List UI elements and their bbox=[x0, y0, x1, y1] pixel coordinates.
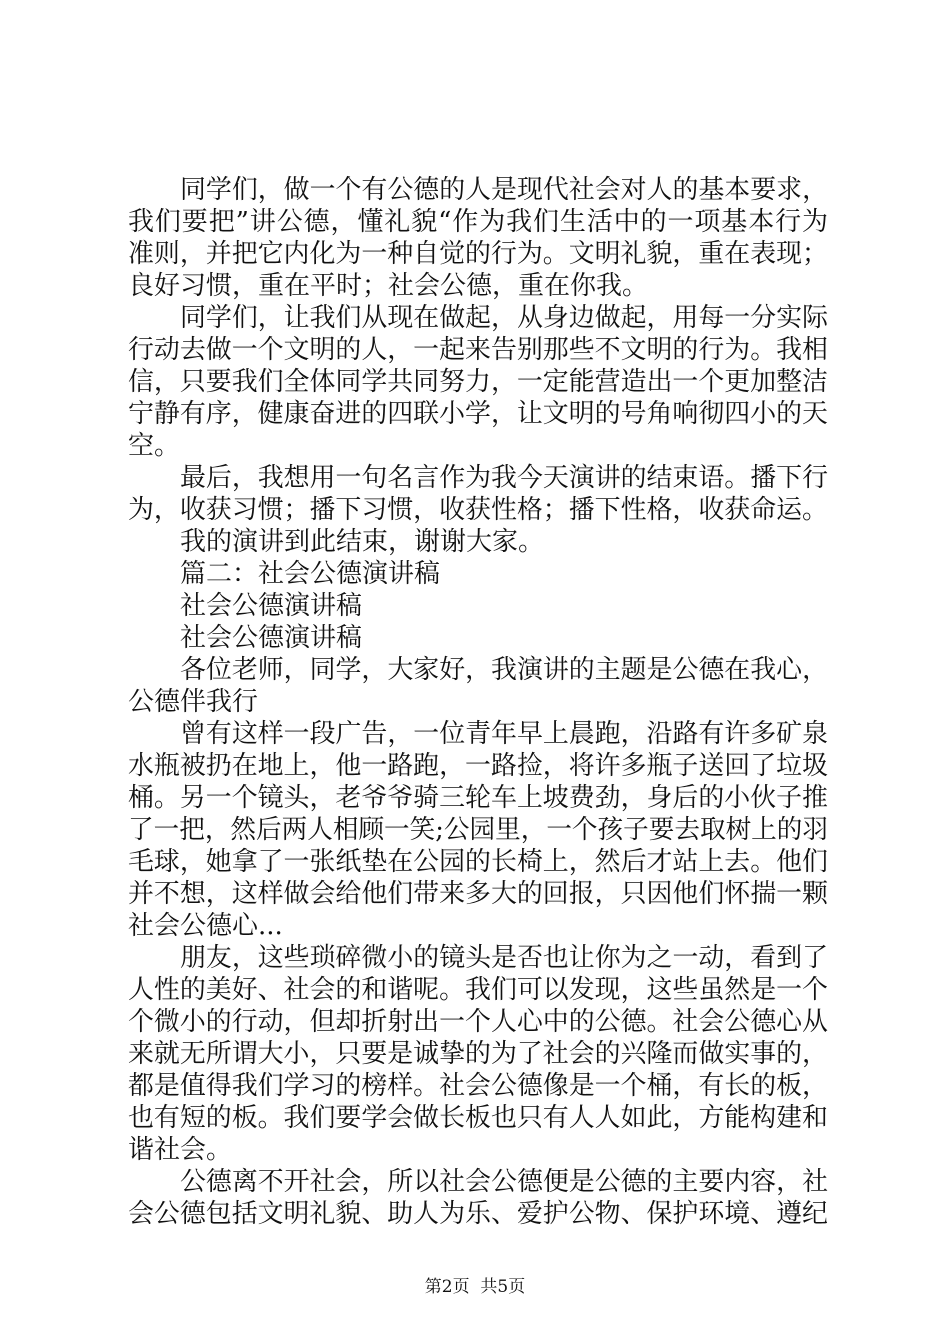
document-body bbox=[128, 174, 828, 1230]
text-line: 朋友，这些琐碎微小的镜头是否也让你为之一动，看到了 bbox=[180, 943, 828, 973]
text-line: 篇二：社会公德演讲稿 bbox=[180, 559, 441, 589]
text-line: 人性的美好、社会的和谐呢。我们可以发现，这些虽然是一个 bbox=[128, 975, 828, 1005]
text-line: 桶。另一个镜头，老爷爷骑三轮车上坡费劲，身后的小伙子推 bbox=[128, 783, 828, 813]
text-line: 会公德包括文明礼貌、助人为乐、爱护公物、保护环境、遵纪 bbox=[128, 1199, 828, 1229]
text-line: 曾有这样一段广告，一位青年早上晨跑，沿路有许多矿泉 bbox=[180, 719, 828, 749]
text-line: 社会公德演讲稿 bbox=[180, 623, 363, 653]
text-line: 信，只要我们全体同学共同努力，一定能营造出一个更加整洁 bbox=[128, 367, 828, 397]
text-line: 社会公德心... bbox=[128, 911, 283, 941]
text-line: 社会公德演讲稿 bbox=[180, 591, 363, 621]
text-line: 行动去做一个文明的人，一起来告别那些不文明的行为。我相 bbox=[128, 335, 828, 365]
text-line: 准则，并把它内化为一种自觉的行为。文明礼貌，重在表现； bbox=[128, 239, 828, 269]
text-line: 空。 bbox=[128, 431, 181, 461]
text-line: 最后，我想用一句名言作为我今天演讲的结束语。播下行 bbox=[180, 463, 828, 493]
text-line: 也有短的板。我们要学会做长板也只有人人如此，方能构建和 bbox=[128, 1103, 828, 1133]
text-line: 我的演讲到此结束，谢谢大家。 bbox=[180, 527, 545, 557]
page-number-label: 第2页 共5页 bbox=[424, 1277, 526, 1297]
text-line: 同学们，做一个有公德的人是现代社会对人的基本要求， bbox=[180, 175, 828, 205]
text-line: 公德离不开社会，所以社会公德便是公德的主要内容，社 bbox=[180, 1167, 828, 1197]
text-line: 毛球，她拿了一张纸垫在公园的长椅上，然后才站上去。他们 bbox=[128, 847, 828, 877]
text-line: 宁静有序，健康奋进的四联小学，让文明的号角响彻四小的天 bbox=[128, 399, 828, 429]
text-line: 个微小的行动，但却折射出一个人心中的公德。社会公德心从 bbox=[128, 1007, 828, 1037]
text-line: 同学们，让我们从现在做起，从身边做起，用每一分实际 bbox=[180, 303, 828, 333]
text-line: 来就无所谓大小，只要是诚挚的为了社会的兴隆而做实事的， bbox=[128, 1039, 828, 1069]
text-line: 谐社会。 bbox=[128, 1135, 233, 1165]
text-line: 公德伴我行 bbox=[128, 687, 259, 717]
text-line: 并不想，这样做会给他们带来多大的回报，只因他们怀揣一颗 bbox=[128, 879, 828, 909]
page-footer bbox=[0, 1272, 950, 1297]
text-line: 都是值得我们学习的榜样。社会公德像是一个桶，有长的板， bbox=[128, 1071, 828, 1101]
text-line: 了一把，然后两人相顾一笑;公园里，一个孩子要去取树上的羽 bbox=[128, 815, 828, 845]
text-line: 良好习惯，重在平时；社会公德，重在你我。 bbox=[128, 271, 649, 301]
text-line: 各位老师，同学，大家好，我演讲的主题是公德在我心， bbox=[180, 655, 828, 685]
text-line: 为，收获习惯；播下习惯，收获性格；播下性格，收获命运。 bbox=[128, 495, 828, 525]
text-line: 我们要把”讲公德，懂礼貌“作为我们生活中的一项基本行为 bbox=[128, 207, 829, 237]
text-line: 水瓶被扔在地上，他一路跑，一路捡，将许多瓶子送回了垃圾 bbox=[128, 751, 828, 781]
